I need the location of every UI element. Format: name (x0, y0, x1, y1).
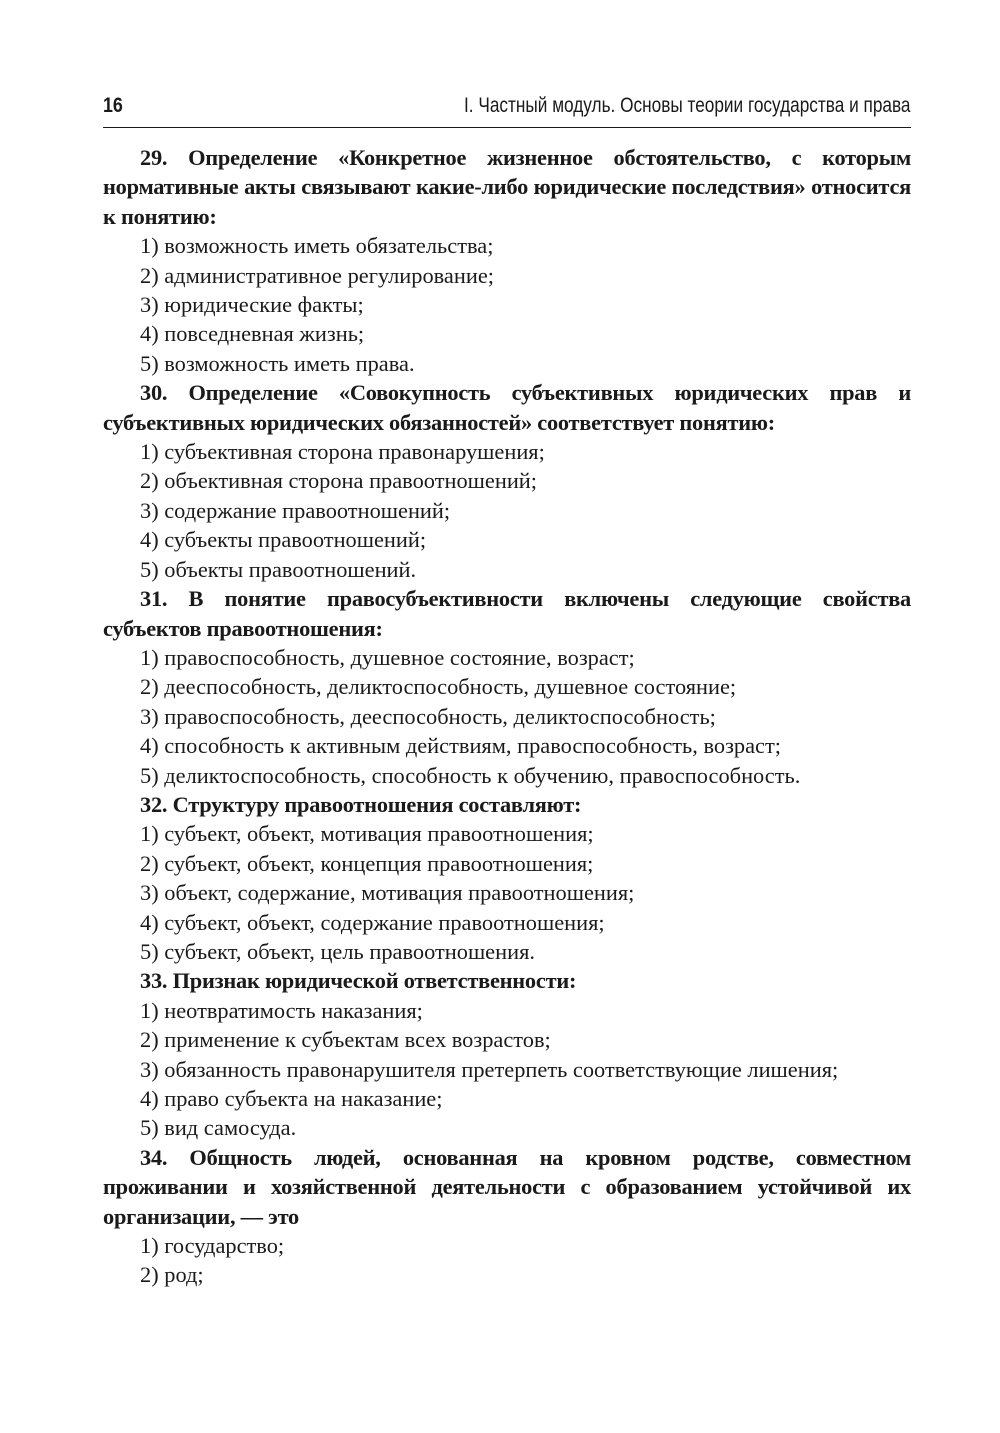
answer-list (103, 996, 911, 1143)
answer-item: 1) неотвратимость наказания; (140, 997, 423, 1023)
question-33: 33. Признак юридической ответственности: (140, 968, 577, 994)
answer-item: 3) правоспособность, дееспособность, деликтоспособность; (140, 703, 716, 729)
answer-item: 3) содержание правоотношений; (140, 497, 451, 523)
answer-item: 4) способность к активным действиям, правоспособность, возраст; (140, 733, 781, 759)
test-questions (103, 143, 911, 1290)
answer-item: 4) право субъекта на наказание; (140, 1086, 443, 1111)
answer-item: 1) правоспособность, душевное состояние, возраст; (140, 644, 635, 670)
answer-item: 4) субъект, объект, содержание правоотношения; (140, 909, 605, 935)
question-32: 32. Структуру правоотношения составляют: (140, 791, 582, 817)
answer-list (103, 437, 911, 584)
answer-item: 2) дееспособность, деликтоспособность, душевное состояние; (140, 674, 737, 700)
answer-item: 1) возможность иметь обязательства; (140, 233, 494, 259)
question-block (103, 584, 911, 790)
answer-item: 2) субъект, объект, концепция правоотношения; (140, 850, 594, 876)
answer-list (103, 819, 911, 966)
answer-list (103, 643, 911, 790)
answer-item: 5) вид самосуда. (140, 1115, 297, 1141)
answer-item: 2) применение к субъектам всех возрастов; (140, 1027, 551, 1053)
running-head: I. Частный модуль. Основы теории государства и права (464, 94, 911, 117)
answer-item: 1) субъект, объект, мотивация правоотношения; (140, 821, 594, 847)
answer-list (103, 1231, 911, 1290)
answer-item: 1) государство; (140, 1233, 285, 1259)
answer-item: 3) юридические факты; (140, 292, 364, 318)
page-header (103, 94, 911, 128)
book-page (103, 94, 911, 1290)
answer-list (103, 231, 911, 378)
question-29: 29. Определение «Конкретное жизненное обстоятельство, с которым нормативные акты связывают какие-либо юридические последствия» относится к понятию: (103, 145, 911, 229)
answer-item: 3) обязанность правонарушителя претерпеть соответствующие лишения; (140, 1056, 839, 1082)
answer-item: 3) объект, содержание, мотивация правоотношения; (140, 880, 635, 906)
answer-item: 5) субъект, объект, цель правоотношения. (140, 938, 535, 964)
question-31: 31. В понятие правосубъективности включены следующие свойства субъектов правоотношения: (103, 586, 911, 641)
question-block (103, 378, 911, 584)
answer-item: 5) возможность иметь права. (140, 350, 415, 376)
question-block (103, 143, 911, 378)
question-block (103, 1143, 911, 1290)
question-block (103, 966, 911, 1142)
question-30: 30. Определение «Совокупность субъективных юридических прав и субъективных юридических обязанностей» соответствует понятию: (103, 380, 911, 435)
answer-item: 2) род; (140, 1262, 204, 1288)
answer-item: 4) повседневная жизнь; (140, 321, 365, 347)
answer-item: 2) административное регулирование; (140, 262, 494, 288)
answer-item: 5) деликтоспособность, способность к обучению, правоспособность. (140, 762, 801, 788)
answer-item: 1) субъективная сторона правонарушения; (140, 439, 545, 465)
page-number: 16 (103, 94, 123, 117)
answer-item: 4) субъекты правоотношений; (140, 527, 427, 553)
question-block (103, 790, 911, 966)
answer-item: 5) объекты правоотношений. (140, 556, 417, 582)
question-34: 34. Общность людей, основанная на кровном родстве, совместном проживании и хозяйственной деятельности с образованием устойчивой их организации, — это (103, 1144, 911, 1229)
answer-item: 2) объективная сторона правоотношений; (140, 468, 538, 494)
